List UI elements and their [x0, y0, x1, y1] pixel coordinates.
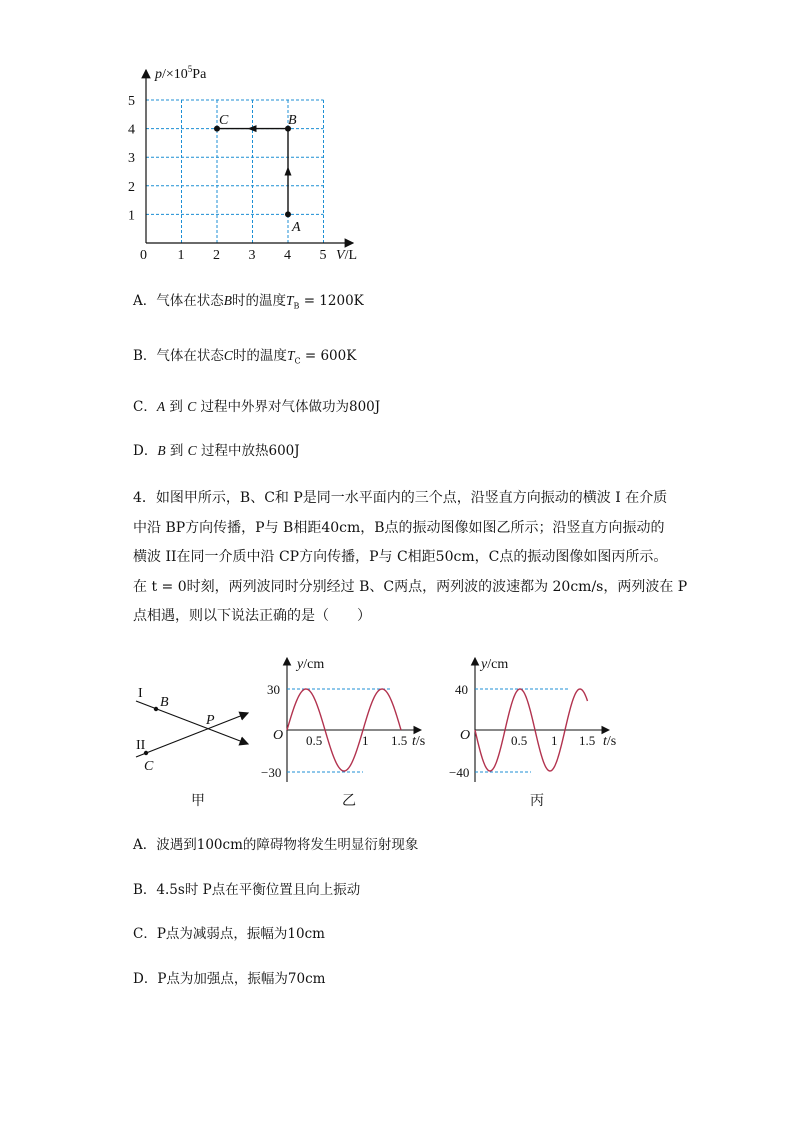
pv-x-tick: 1	[177, 248, 185, 263]
q3-option-a[interactable]: A．气体在状态B时的温度$T_B = 1200K$	[133, 293, 364, 311]
q4-option-b[interactable]: B．4.5s时 P点在平衡位置且向上振动	[133, 882, 361, 898]
yi-amp-pos: 30	[267, 682, 280, 697]
label-c: C	[144, 759, 154, 774]
yi-tick-1: 1	[362, 733, 369, 748]
label-wave-ii: II	[136, 738, 146, 753]
caption-yi: 乙	[342, 793, 356, 809]
label-wave-i: I	[138, 686, 143, 701]
figure-yi	[255, 650, 435, 785]
bing-tick-05: 0.5	[511, 733, 528, 748]
question-4	[133, 484, 688, 632]
pv-x-tick: 3	[248, 248, 256, 263]
q3-option-c[interactable]: C．A 到 C 过程中外界对气体做功为800J	[133, 399, 381, 415]
pv-x-tick: 5	[319, 248, 327, 263]
bing-t-label: t/s	[603, 734, 617, 749]
pv-y-tick: 2	[128, 179, 135, 195]
q4-line: 4．如图甲所示，B、C和 P是同一水平面内的三个点，沿竖直方向振动的横波 I 在介质	[133, 490, 668, 506]
q3-option-d[interactable]: D．B 到 C 过程中放热600J	[133, 443, 300, 459]
yi-tick-15: 1.5	[391, 733, 408, 748]
pv-y-tick: 4	[128, 122, 135, 138]
pv-y-tick: 3	[128, 151, 135, 167]
wave-i-line	[136, 701, 248, 744]
label-b: B	[160, 695, 169, 710]
bing-tick-15: 1.5	[579, 733, 596, 748]
caption-jia: 甲	[191, 793, 205, 809]
q4-option-d[interactable]: D．P点为加强点，振幅为70cm	[133, 971, 326, 987]
pv-point-a	[285, 211, 291, 217]
wave-ii-line	[136, 713, 248, 757]
pv-y-label: $p/\times 10^5Pa$	[155, 64, 207, 82]
figure-bing	[445, 650, 630, 785]
yi-amp-neg: −30	[261, 765, 282, 780]
pv-diagram	[120, 60, 380, 270]
yi-tick-05: 0.5	[306, 733, 323, 748]
pv-y-tick: 5	[128, 94, 135, 109]
q4-line: 在 t = 0时刻，两列波同时分别经过 B、C两点，两列波的波速都为 20cm/s，两列波在 P	[133, 578, 688, 595]
bing-tick-1: 1	[551, 733, 558, 748]
q4-line: 横波 II在同一介质中沿 CP方向传播，P与 C相距50cm，C点的振动图像如图丙所示。	[133, 549, 668, 566]
yi-t-label: t/s	[412, 734, 426, 749]
caption-bing: 丙	[530, 793, 544, 809]
pv-origin: 0	[140, 248, 147, 263]
yi-y-label: y/cm	[297, 657, 325, 672]
bing-y-label: y/cm	[481, 657, 509, 672]
bing-amp-pos: 40	[455, 682, 468, 697]
q4-line: 点相遇，则以下说法正确的是（ ）	[133, 608, 371, 625]
q3-option-b[interactable]: B．气体在状态C时的温度$T_C = 600K$	[133, 348, 357, 366]
pv-point-label-a: A	[292, 220, 301, 235]
pv-y-tick: 1	[128, 208, 135, 224]
pv-x-label: V/L	[336, 248, 358, 263]
pv-process-arrow	[285, 167, 292, 176]
bing-origin: O	[460, 728, 471, 743]
q4-line: 中沿 BP方向传播，P与 B相距40cm，B点的振动图像如图乙所示；沿竖直方向振动的	[133, 519, 665, 536]
point-b-dot	[154, 707, 158, 711]
q4-option-a[interactable]: A．波遇到100cm的障碍物将发生明显衍射现象	[133, 837, 419, 853]
pv-point-label-b: B	[288, 113, 297, 128]
pv-x-tick: 2	[213, 248, 220, 263]
bing-amp-neg: −40	[449, 765, 470, 780]
pv-point-label-c: C	[219, 113, 229, 128]
label-p: P	[206, 713, 215, 728]
yi-origin: O	[273, 728, 284, 743]
figure-jia	[130, 680, 260, 780]
pv-x-tick: 4	[284, 248, 291, 263]
q4-option-c[interactable]: C．P点为减弱点，振幅为10cm	[133, 926, 325, 942]
